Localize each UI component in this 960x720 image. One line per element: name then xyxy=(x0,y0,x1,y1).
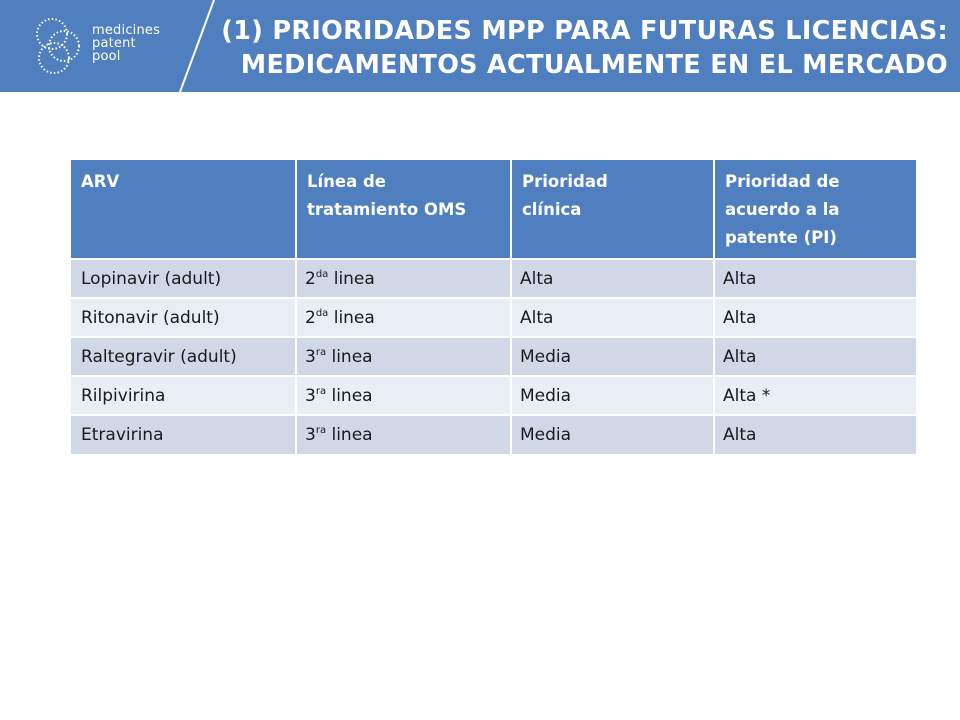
cell-arv: Raltegravir (adult) xyxy=(71,337,296,376)
line-ordinal: da xyxy=(315,307,329,319)
title-line-1: (1) PRIORIDADES MPP PARA FUTURAS LICENCIAS: xyxy=(221,16,948,46)
line-label: linea xyxy=(326,346,373,367)
cell-arv: Rilpivirina xyxy=(71,376,296,415)
cell-treatment-line xyxy=(296,415,511,454)
table-row xyxy=(71,298,916,337)
cell-patent-priority: Alta xyxy=(714,415,916,454)
table-row xyxy=(71,337,916,376)
logo-line-3: pool xyxy=(92,49,121,64)
table-header-row xyxy=(71,160,916,259)
line-ordinal: ra xyxy=(315,346,327,358)
header-text: patente (PI) xyxy=(725,228,837,247)
header-text: tratamiento OMS xyxy=(307,200,467,219)
header-who-treatment-line xyxy=(296,160,511,259)
cell-clinical-priority: Media xyxy=(511,376,714,415)
line-number: 3 xyxy=(305,346,316,367)
table-row xyxy=(71,415,916,454)
medicines-patent-pool-logo xyxy=(34,12,194,80)
line-number: 2 xyxy=(305,307,316,328)
header-text: Prioridad xyxy=(522,172,608,191)
cell-arv: Etravirina xyxy=(71,415,296,454)
header-text: clínica xyxy=(522,200,582,219)
line-number: 3 xyxy=(305,385,316,406)
logo-line-2: patent xyxy=(92,36,136,51)
cell-patent-priority: Alta * xyxy=(714,376,916,415)
line-label: linea xyxy=(328,268,375,289)
cell-treatment-line xyxy=(296,259,511,298)
cell-treatment-line xyxy=(296,337,511,376)
header-clinical-priority xyxy=(511,160,714,259)
line-ordinal: da xyxy=(315,268,329,280)
table-row xyxy=(71,376,916,415)
cell-arv: Ritonavir (adult) xyxy=(71,298,296,337)
header-text: Línea de xyxy=(307,172,386,191)
cell-clinical-priority: Media xyxy=(511,337,714,376)
logo-line-1: medicines xyxy=(92,23,161,38)
header-bar xyxy=(0,0,960,92)
line-ordinal: ra xyxy=(315,385,327,397)
cell-patent-priority: Alta xyxy=(714,259,916,298)
cell-treatment-line xyxy=(296,298,511,337)
line-label: linea xyxy=(328,307,375,328)
cell-patent-priority: Alta xyxy=(714,298,916,337)
cell-clinical-priority: Alta xyxy=(511,259,714,298)
cell-patent-priority: Alta xyxy=(714,337,916,376)
cell-arv: Lopinavir (adult) xyxy=(71,259,296,298)
cell-clinical-priority: Media xyxy=(511,415,714,454)
cell-clinical-priority: Alta xyxy=(511,298,714,337)
line-ordinal: ra xyxy=(315,425,327,436)
line-label: linea xyxy=(326,385,373,406)
header-text: ARV xyxy=(81,172,120,191)
title-line-2: MEDICAMENTOS ACTUALMENTE EN EL MERCADO xyxy=(240,50,948,80)
header-text: Prioridad de xyxy=(725,172,840,191)
header-patent-priority xyxy=(714,160,916,259)
header-arv xyxy=(71,160,296,259)
line-label: linea xyxy=(326,425,373,445)
logo-mark-icon xyxy=(34,12,94,82)
page-title xyxy=(208,14,948,82)
arv-priority-table xyxy=(71,160,916,454)
cell-treatment-line xyxy=(296,376,511,415)
header-text: acuerdo a la xyxy=(725,200,840,219)
table-row xyxy=(71,259,916,298)
line-number: 3 xyxy=(305,425,316,445)
line-number: 2 xyxy=(305,268,316,289)
logo-wordmark xyxy=(92,24,160,63)
